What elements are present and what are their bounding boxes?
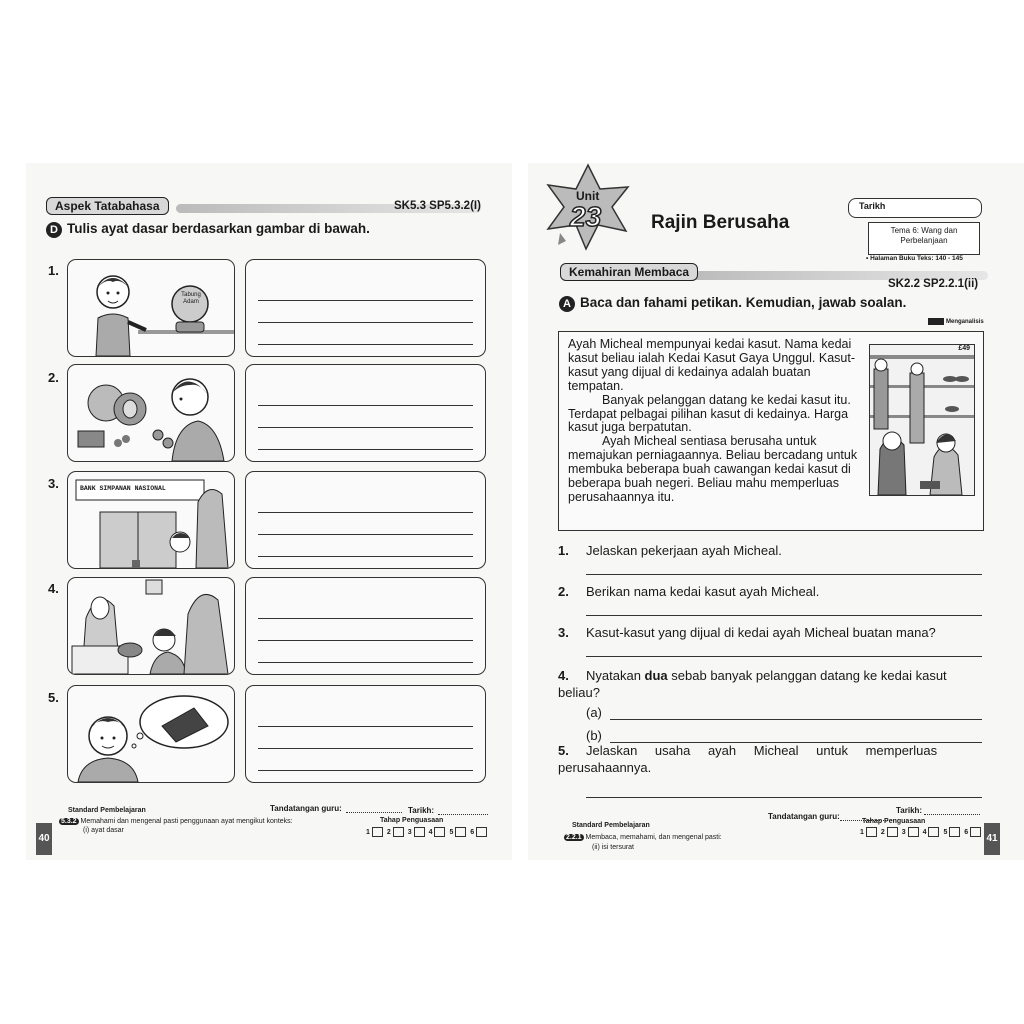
item-number: 4. — [48, 581, 59, 596]
item-number: 5. — [48, 690, 59, 705]
section-tag: Kemahiran Membaca — [560, 263, 698, 281]
section-tag: Aspek Tatabahasa — [46, 197, 169, 215]
question-1: 1. Jelaskan pekerjaan ayah Micheal. — [558, 543, 782, 558]
passage-paragraph-2: Banyak pelanggan datang ke kedai kasut itu. Terdapat pelbagai pilihan kasut di kedainya. Harga kasut juga berpatutan. — [568, 392, 851, 435]
right-page — [528, 163, 1024, 860]
item-number: 2. — [48, 370, 59, 385]
page-number: 41 — [984, 823, 1000, 855]
footer-mastery-label: Tahap Penguasaan — [380, 817, 444, 824]
shoe-shop-illustration — [869, 344, 975, 496]
skill-icon — [928, 318, 944, 325]
instruction-letter: A — [559, 296, 575, 312]
footer-desc-2: (ii) isi tersurat — [592, 844, 635, 851]
date-box — [848, 198, 982, 218]
instruction — [46, 221, 370, 238]
question-3: 3. Kasut-kasut yang dijual di kedai ayah Micheal buatan mana? — [558, 625, 936, 640]
answer-panel-2[interactable] — [245, 364, 486, 462]
answer-line-4a[interactable] — [610, 719, 982, 720]
answer-line-3[interactable] — [586, 656, 982, 657]
passage-paragraph-3: Ayah Micheal sentiasa berusaha untuk memajukan perniagaannya. Beliau bercadang untuk membuka beberapa buah cawangan kedai kasut di beberapa buah negeri. Beliau mahu memperluas perusahaannya itu. — [568, 434, 858, 504]
picture-panel-5 — [67, 685, 235, 783]
answer-panel-3[interactable] — [245, 471, 486, 569]
boy-dreaming-of-tablet-illustration — [68, 686, 234, 782]
footer-desc-2: (i) ayat dasar — [83, 827, 124, 834]
unit-word: Unit — [576, 189, 600, 203]
theme-line-2: Perbelanjaan — [900, 236, 948, 245]
answer-line-5[interactable] — [586, 797, 982, 798]
theme-line-1: Tema 6: Wang dan — [890, 226, 958, 235]
unit-title: Rajin Berusaha — [651, 212, 790, 233]
answer-line-1[interactable] — [586, 574, 982, 575]
instruction-letter: D — [46, 222, 62, 238]
footer-mastery-label: Tahap Penguasaan — [862, 818, 926, 825]
item-number: 1. — [48, 263, 59, 278]
option-b-label: (b) — [586, 728, 602, 743]
boy-with-money-illustration — [68, 365, 234, 461]
question-2: 2. Berikan nama kedai kasut ayah Micheal. — [558, 584, 820, 599]
instruction-text: Tulis ayat dasar berdasarkan gambar di bawah. — [67, 221, 370, 236]
bank-sign: BANK SIMPANAN NASIONAL — [80, 485, 166, 492]
footer-date-label: Tarikh: — [408, 806, 435, 815]
passage-paragraph-1: Ayah Micheal mempunyai kedai kasut. Nama kedai kasut beliau ialah Kedai Kasut Gaya Unggul. Kasut-kasut yang dijual di kedainya adalah buatan tempatan. — [568, 337, 855, 393]
globe-label: Tabung Adam — [181, 292, 201, 305]
boy-with-globe-illustration — [68, 260, 234, 356]
question-5: 5. Jelaskan usaha ayah Micheal untuk memperluas perusahaannya. — [558, 743, 938, 775]
picture-panel-2 — [67, 364, 235, 462]
footer-code — [59, 818, 293, 825]
picture-panel-3 — [67, 471, 235, 569]
store-sign: £49 — [958, 345, 970, 352]
footer-code-badge: 2.2.1 — [566, 834, 582, 841]
reading-passage-box — [558, 331, 984, 531]
instruction — [559, 295, 906, 312]
date-label: Tarikh — [859, 201, 886, 211]
theme-box — [868, 222, 980, 255]
skill-label: Menganalisis — [928, 318, 984, 325]
footer-signature-label: Tandatangan guru: — [270, 804, 342, 813]
footer-code-badge: 5.3.2 — [61, 818, 77, 825]
footer-mastery-levels: 1 2 3 4 5 6 — [860, 827, 983, 837]
footer-signature-label: Tandatangan guru: — [768, 812, 840, 821]
option-a-label: (a) — [586, 705, 602, 720]
standard-code: SK5.3 SP5.3.2(I) — [394, 200, 481, 212]
standard-code: SK2.2 SP2.2.1(ii) — [888, 278, 979, 290]
item-number: 3. — [48, 476, 59, 491]
page-number: 40 — [36, 823, 52, 855]
footer-mastery-levels: 1 2 3 4 5 6 — [366, 827, 489, 837]
unit-number: 23 — [570, 201, 602, 232]
question-4: 4. Nyatakan dua sebab banyak pelanggan datang ke kedai kasut beliau? — [558, 668, 947, 700]
picture-panel-4 — [67, 577, 235, 675]
instruction-text: Baca dan fahami petikan. Kemudian, jawab soalan. — [580, 295, 907, 310]
footer-date-label: Tarikh: — [896, 806, 923, 815]
footer-code — [564, 834, 722, 841]
answer-panel-1[interactable] — [245, 259, 486, 357]
reading-passage-text — [568, 338, 863, 505]
footer-desc-1: Membaca, memahami, dan mengenal pasti: — [585, 834, 722, 841]
answer-panel-4[interactable] — [245, 577, 486, 675]
footer-standard-label: Standard Pembelajaran — [68, 807, 146, 814]
textbook-pages: • Halaman Buku Teks: 140 - 145 — [866, 255, 963, 262]
answer-panel-5[interactable] — [245, 685, 486, 783]
footer-standard-label: Standard Pembelajaran — [572, 822, 650, 829]
answer-line-2[interactable] — [586, 615, 982, 616]
footer-desc-1: Memahami dan mengenal pasti penggunaan ayat mengikut konteks: — [80, 818, 293, 825]
picture-panel-1 — [67, 259, 235, 357]
left-page — [26, 163, 512, 860]
mother-giving-money-illustration — [68, 578, 234, 674]
